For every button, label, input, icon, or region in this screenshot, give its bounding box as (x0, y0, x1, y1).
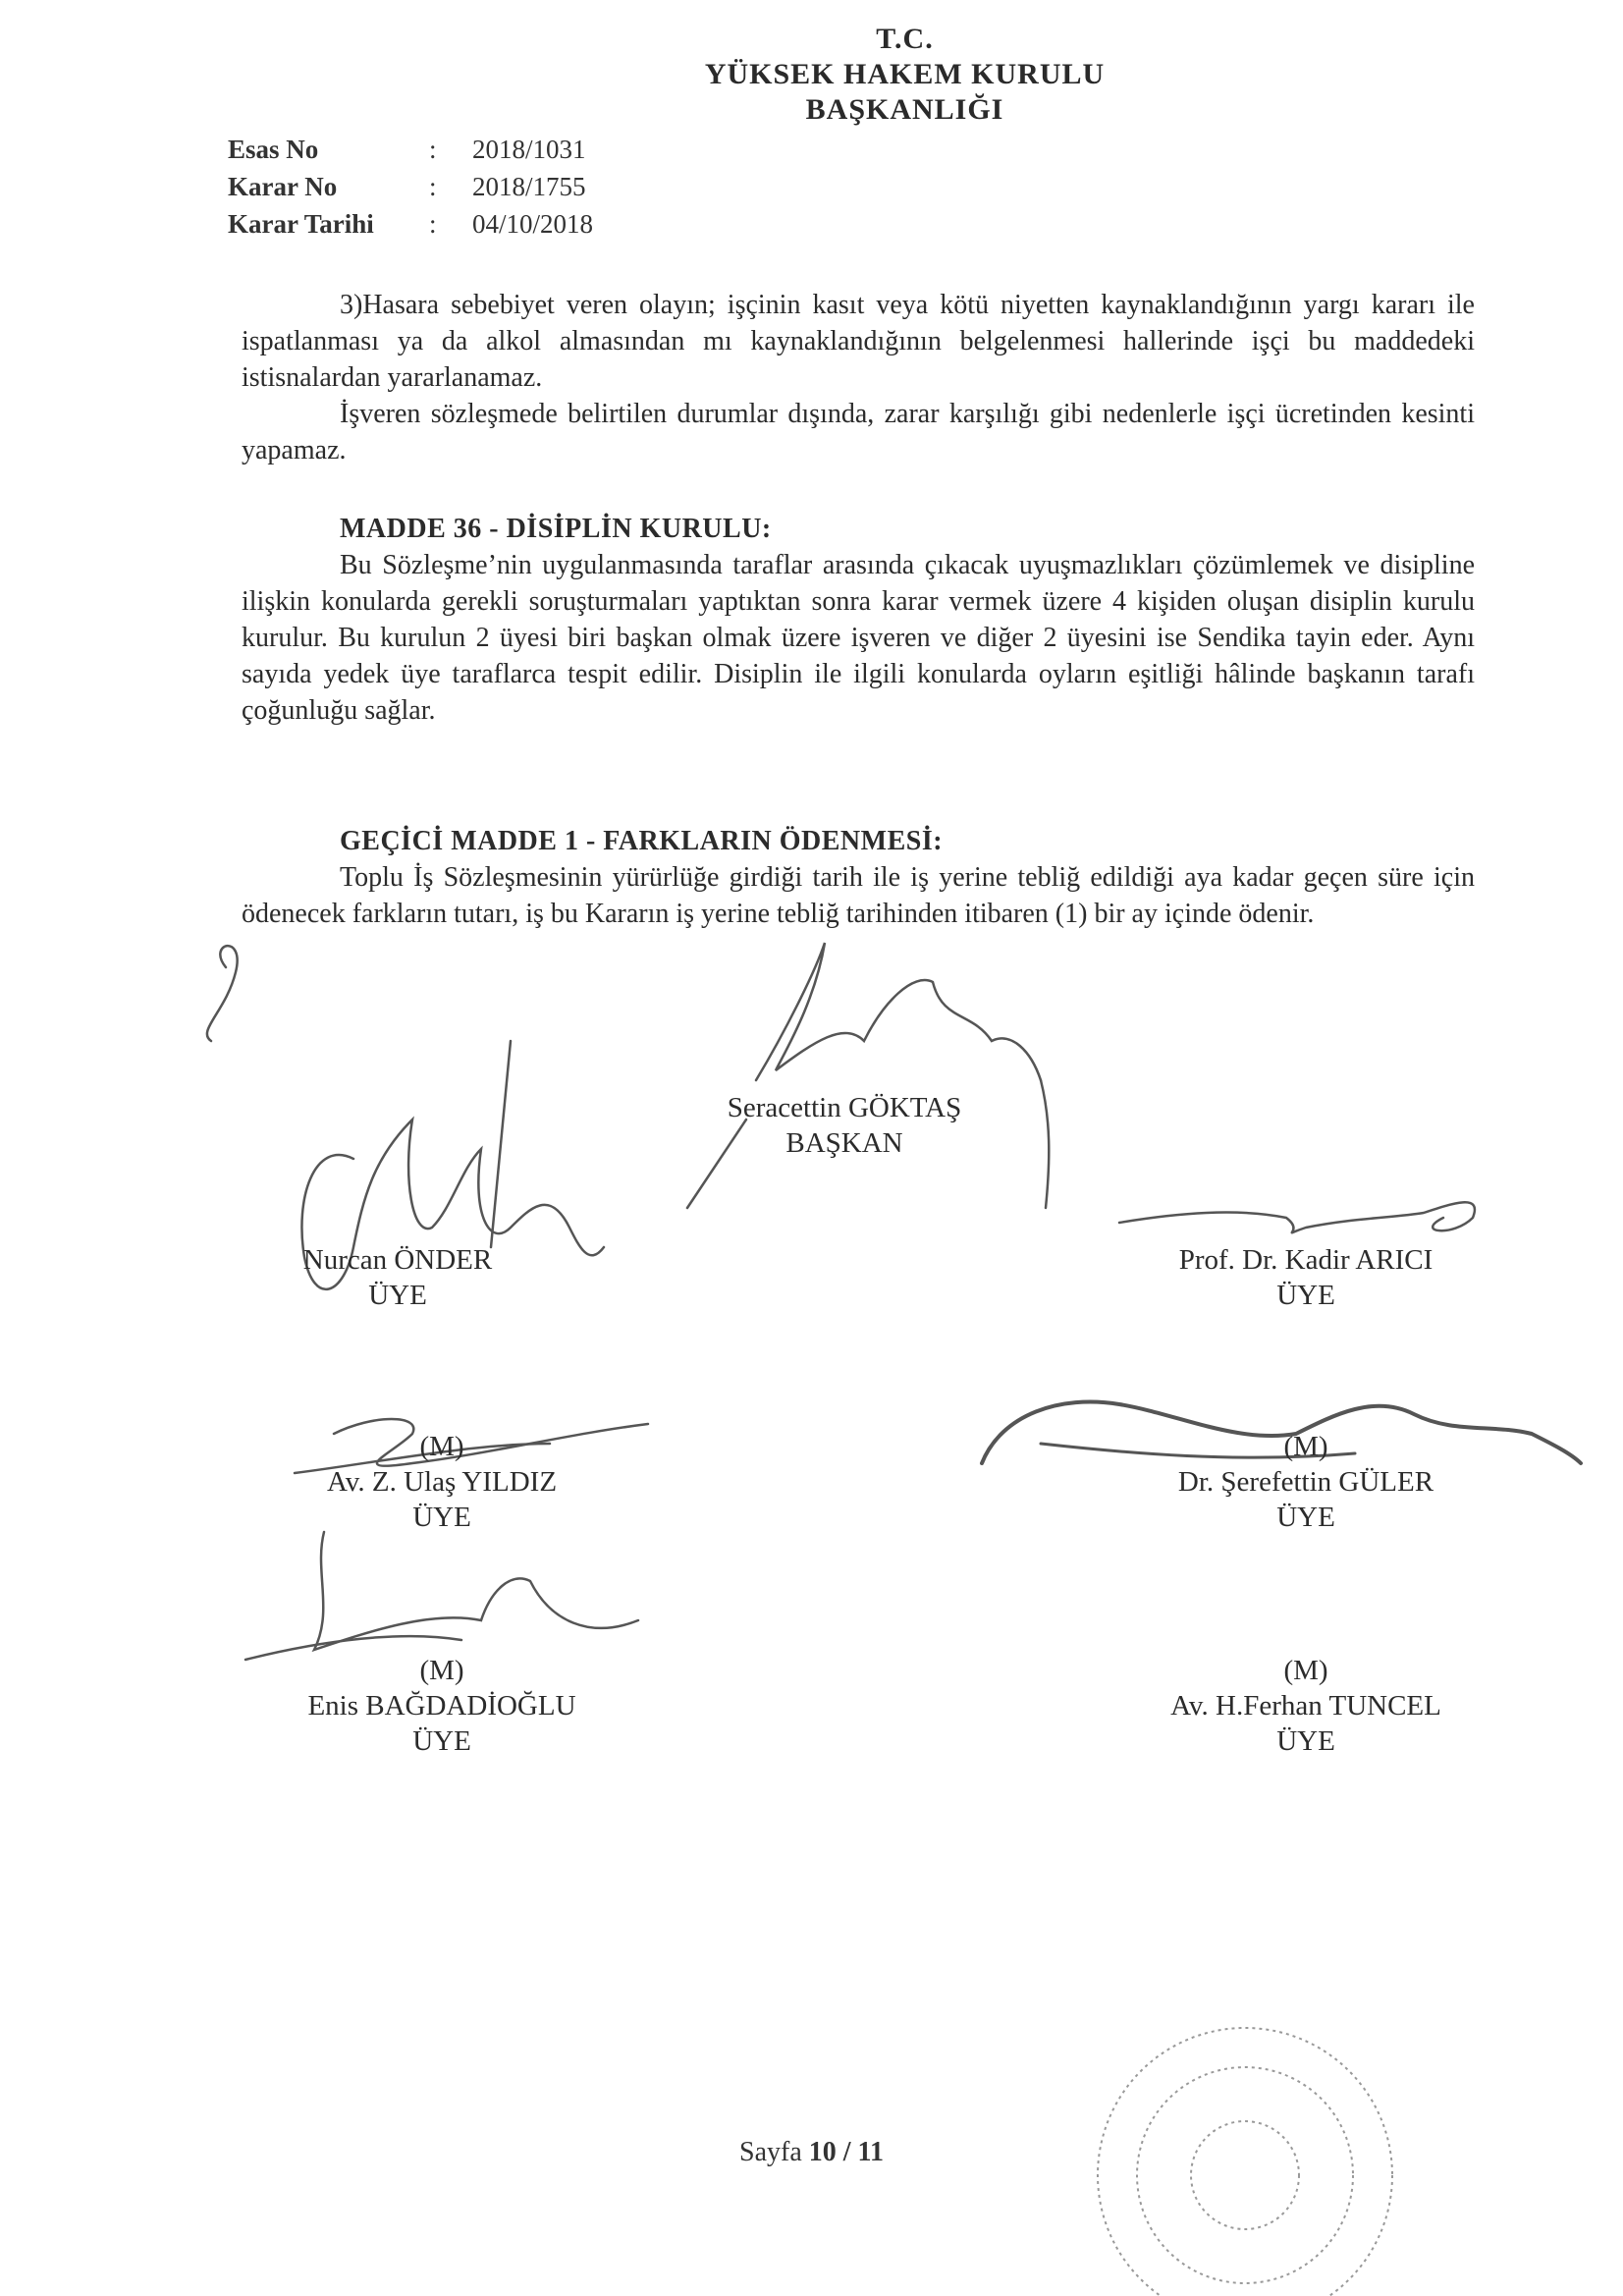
signatory-role: ÜYE (368, 1280, 427, 1311)
president-signature-tail (1041, 1080, 1049, 1208)
header-line-2: YÜKSEK HAKEM KURULU (704, 58, 1106, 90)
signatory-role: ÜYE (1276, 1280, 1335, 1311)
signatory-name: Seracettin GÖKTAŞ (727, 1092, 962, 1123)
signatory-role: ÜYE (1276, 1725, 1335, 1757)
paragraph: İşveren sözleşmede belirtilen durumlar dışında, zarar karşılığı gibi nedenlerle işçi ücretinden kesinti yapamaz. (242, 399, 1475, 465)
karar-tarihi-label: Karar Tarihi (228, 209, 374, 239)
signatory-role: ÜYE (412, 1725, 471, 1757)
margin-initial-scrawl (207, 946, 238, 1041)
header-line-1: T.C. (876, 23, 934, 55)
president-signature-scrawl (756, 943, 1041, 1080)
signature-block-member-4 (1129, 1429, 1483, 1535)
karar-tarihi-value: 04/10/2018 (472, 209, 594, 239)
signatory-note: (M) (419, 1431, 464, 1462)
karar-no-label: Karar No (228, 172, 338, 201)
signatory-role: BAŞKAN (785, 1127, 903, 1159)
m2-signature-scrawl (1119, 1202, 1475, 1232)
page-number: 10 / 11 (808, 2137, 884, 2167)
esas-no-value: 2018/1031 (472, 135, 586, 164)
m1-signature-stroke (491, 1041, 511, 1247)
case-info-row: Esas No : 2018/1031 (228, 131, 593, 168)
signatory-name: Prof. Dr. Kadir ARICI (1178, 1244, 1434, 1276)
signatory-note: (M) (1283, 1655, 1328, 1686)
karar-no-value: 2018/1755 (472, 172, 586, 201)
section-heading: GEÇİCİ MADDE 1 - FARKLARIN ÖDENMESİ: (340, 826, 944, 856)
m5-signature-scrawl (314, 1532, 638, 1650)
signature-block-member-5 (265, 1653, 619, 1759)
signatory-name: Dr. Şerefettin GÜLER (1177, 1466, 1434, 1498)
paragraph: Toplu İş Sözleşmesinin yürürlüğe girdiği tarih ile iş yerine tebliğ edildiği aya kadar geçen süre için ödenecek farkların tutarı, iş bu Kararın iş yerine tebliğ tarihinden itibaren (1) bir ay içinde ödenir. (242, 862, 1475, 929)
signature-block-member-1 (245, 1242, 550, 1313)
signatory-role: ÜYE (1276, 1502, 1335, 1533)
page-label: Sayfa (739, 2137, 809, 2167)
signatory-name: Nurcan ÖNDER (302, 1244, 493, 1276)
signatory-name: Av. Z. Ulaş YILDIZ (326, 1466, 558, 1498)
signatory-name: Enis BAĞDADİOĞLU (307, 1690, 576, 1722)
signature-block-member-6 (1129, 1653, 1483, 1759)
paragraph: 3)Hasara sebebiyet veren olayın; işçinin kasıt veya kötü niyetten kaynaklandığının yargı kararı ile ispatlanması ya da alkol almasından mı kaynaklandığının belgelenmesi hallerinde işçi bu maddedeki istisnalardan yararlanamaz. (242, 290, 1475, 393)
esas-no-label: Esas No (228, 135, 319, 164)
signatory-role: ÜYE (412, 1502, 471, 1533)
signature-block-president (687, 1090, 1001, 1161)
signatory-name: Av. H.Ferhan TUNCEL (1170, 1690, 1441, 1722)
page-footer (0, 2137, 1623, 2168)
header-line-3: BAŞKANLIĞI (805, 93, 1004, 126)
signature-block-member-3 (265, 1429, 619, 1535)
signature-block-member-2 (1129, 1242, 1483, 1313)
section-heading: MADDE 36 - DİSİPLİN KURULU: (340, 514, 772, 544)
paragraph: Bu Sözleşme’nin uygulanmasında taraflar arasında çıkacak uyuşmazlıkları çözümlemek ve disipline ilişkin konularda gerekli soruşturmaları yaptıktan sonra karar vermek üzere 4 kişiden oluşan disiplin kurulu kurulur. Bu kurulun 2 üyesi biri başkan olmak üzere işveren ve diğer 2 üyesini ise Sendika tayin eder. Aynı sayıda yedek üye taraflarca tespit edilir. Disiplin ile ilgili konularda oyların eşitliği hâlinde başkanın tarafı çoğunluğu sağlar. (242, 550, 1475, 726)
case-info-row: Karar Tarihi : 04/10/2018 (228, 205, 593, 243)
case-info-row: Karar No : 2018/1755 (228, 168, 593, 205)
signatory-note: (M) (1283, 1431, 1328, 1462)
signatory-note: (M) (419, 1655, 464, 1686)
